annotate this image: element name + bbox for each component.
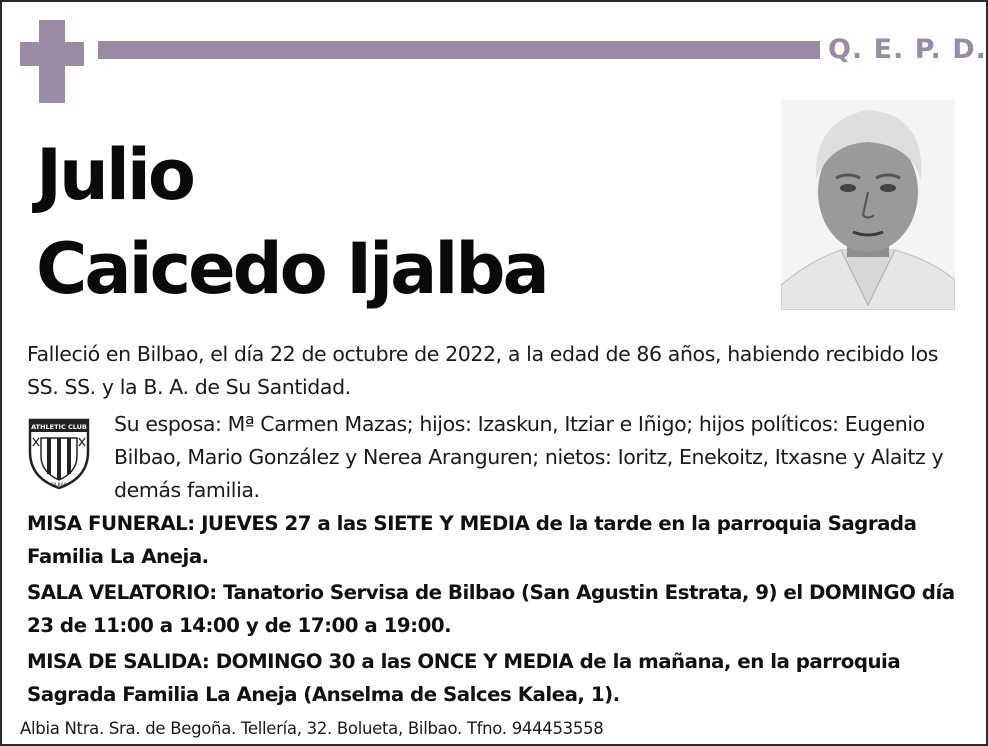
event-misa-funeral: MISA FUNERAL: JUEVES 27 a las SIETE Y MEDIA de la tarde en la parroquia Sagrada Familia La Aneja. [27, 512, 917, 568]
death-notice-intro: Falleció en Bilbao, el día 22 de octubre de 2022, a la edad de 86 años, habiendo recibido los SS. SS. y la B. A. de Su Santidad. [27, 342, 939, 399]
crest-text-bottom: BILBAO [50, 483, 68, 488]
qepd-label: Q. E. P. D. [828, 34, 987, 65]
header-divider-bar [98, 41, 820, 59]
athletic-club-crest-icon [27, 416, 91, 490]
funeral-home-footer: Albia Ntra. Sra. de Begoña. Tellería, 32. Bolueta, Bilbao. Tfno. 944453558 [20, 719, 604, 738]
event-misa-salida: MISA DE SALIDA: DOMINGO 30 a las ONCE Y MEDIA de la mañana, en la parroquia Sagrada Familia La Aneja (Anselma de Salces Kalea, 1). [27, 650, 901, 706]
deceased-first-name: Julio [36, 134, 193, 216]
deceased-photo [781, 100, 955, 310]
cross-icon-horizontal [20, 42, 84, 66]
crest-text-top: ATHLETIC CLUB [31, 423, 87, 431]
deceased-surnames: Caicedo Ijalba [36, 228, 547, 310]
event-sala-velatorio: SALA VELATORIO: Tanatorio Servisa de Bilbao (San Agustin Estrata, 9) el DOMINGO día 23 de 11:00 a 14:00 y de 17:00 a 19:00. [27, 581, 955, 637]
family-members: Su esposa: Mª Carmen Mazas; hijos: Izaskun, Itziar e Iñigo; hijos políticos: Eugenio Bilbao, Mario González y Nerea Aranguren; nietos: Ioritz, Enekoitz, Itxasne y Alaitz y demás familia. [114, 412, 944, 502]
